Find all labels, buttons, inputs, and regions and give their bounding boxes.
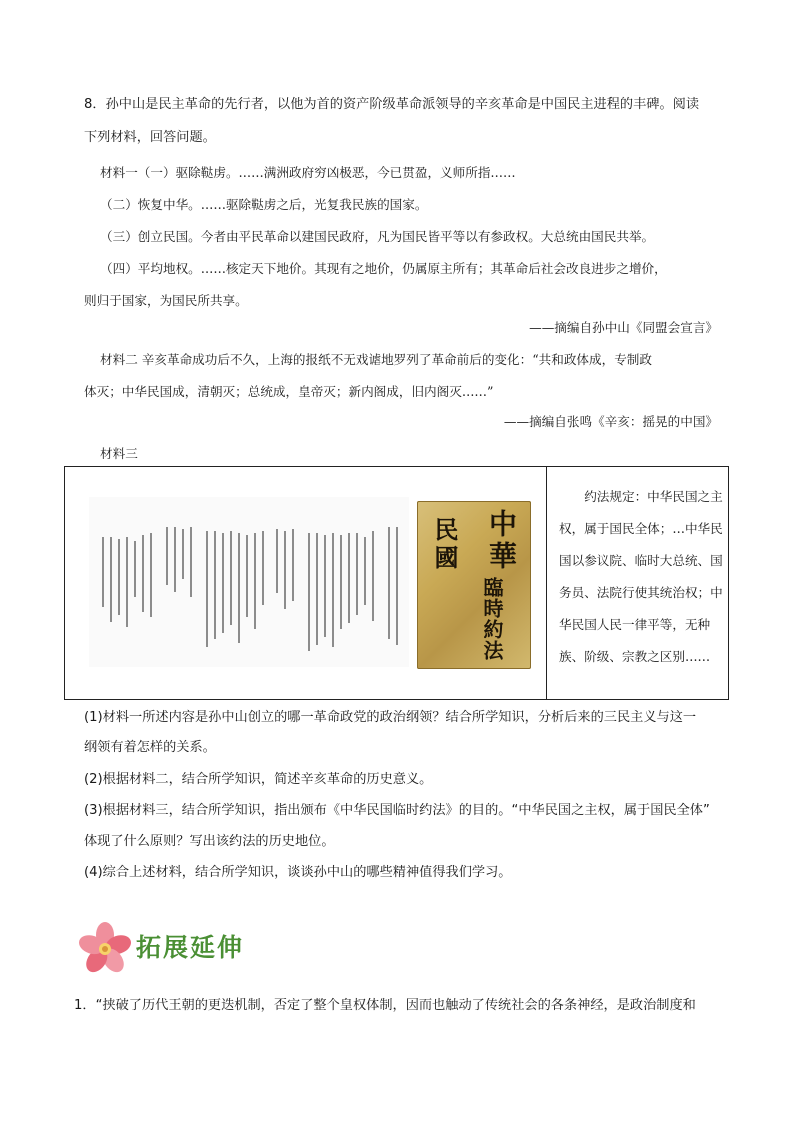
extension-question-1: 1．“挟破了历代王朝的更迭机制，否定了整个皇权体制，因而也触动了传统社会的各条神经，是政治制度和	[74, 998, 696, 1013]
material-2-line-1: 材料二 辛亥革命成功后不久，上海的报纸不无戏谑地罗列了革命前后的变化：“共和政体成，专制政	[100, 352, 652, 367]
table-divider	[546, 467, 547, 699]
question-4: (4)综合上述材料，结合所学知识，谈谈孙中山的哪些精神值得我们学习。	[84, 865, 512, 880]
question-8-line-2: 下列材料，回答问题。	[84, 130, 216, 145]
material-3-table	[64, 466, 729, 700]
material-1-line-5: 则归于国家，为国民所共享。	[84, 293, 248, 308]
book-title-linshi-yuefa: 臨時約法	[480, 577, 504, 661]
extension-section-title: 拓展延伸	[136, 933, 245, 962]
question-2: (2)根据材料二，结合所学知识，简述辛亥革命的历史意义。	[84, 772, 433, 787]
material-2-line-2: 体灭；中华民国成，清朝灭；总统成，皇帝灭；新内阁成，旧内阁灭……”	[84, 384, 494, 399]
constitution-note: 约法规定：中华民国之主权，属于国民全体；…中华民国以参议院、临时大总统、国务员、法院行使其统治权；中华民国人民一律平等，无种族、阶级、宗教之区别……	[559, 489, 723, 664]
material-1-line-1: 材料一（一）驱除鞑虏。……满洲政府穷凶极恶，今已贯盈，义师所指……	[100, 165, 516, 180]
flower-icon	[76, 920, 134, 978]
question-3-line-2: 体现了什么原则？写出该约法的历史地位。	[84, 834, 335, 849]
question-8-line-1: 8．孙中山是民主革命的先行者，以他为首的资产阶级革命派领导的辛亥革命是中国民主进程的丰碑。阅读	[84, 97, 700, 112]
material-2-source: ——摘编自张鸣《辛亥：摇晃的中国》	[503, 414, 718, 429]
material-1-line-4: （四）平均地权。……核定天下地价。其现有之地价，仍属原主所有；其革命后社会改良进步之增价，	[100, 261, 667, 276]
question-1-line-2: 纲领有着怎样的关系。	[84, 740, 216, 755]
book-title-zhonghua: 中華	[485, 509, 518, 573]
material-1-line-2: （二）恢复中华。……驱除鞑虏之后，光复我民族的国家。	[100, 197, 428, 212]
constitution-book-cover-image	[417, 501, 531, 669]
constitution-document-scan-image	[89, 497, 409, 667]
material-1-line-3: （三）创立民国。今者由平民革命以建国民政府，凡为国民皆平等以有参政权。大总统由国民共举。	[100, 229, 655, 244]
material-1-source: ——摘编自孙中山《同盟会宣言》	[529, 320, 718, 335]
book-title-minguo: 民國	[430, 517, 459, 573]
question-3-line-1: (3)根据材料三，结合所学知识，指出颁布《中华民国临时约法》的目的。“中华民国之主权，属于国民全体”	[84, 803, 710, 818]
material-3-label: 材料三	[100, 446, 138, 461]
question-1-line-1: (1)材料一所述内容是孙中山创立的哪一革命政党的政治纲领？结合所学知识，分析后来的三民主义与这一	[84, 710, 697, 725]
